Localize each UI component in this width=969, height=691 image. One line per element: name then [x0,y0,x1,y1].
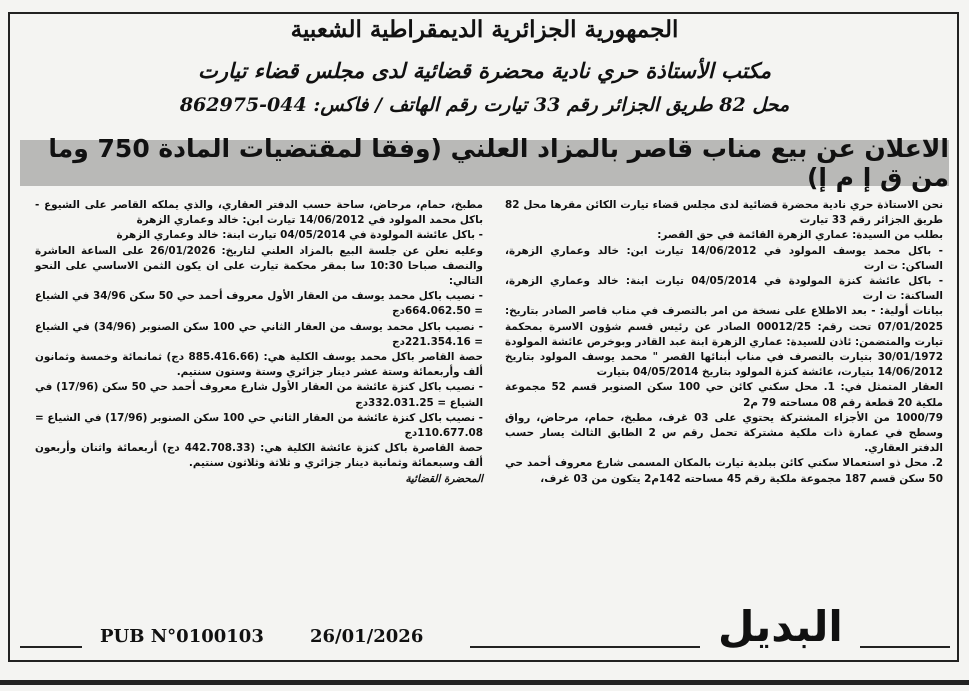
title-band [20,134,949,192]
paragraph: 2. محل ذو استعمالا سكني كائن ببلدية تيارت بالمكان المسمى شارع معروف أحمد حي 50 سكن قسم 187 مجموعة ملكية رقم 45 مساحته 142م2 يتكون من 03 غرف، [505,457,943,485]
pub-date: 26/01/2026 [310,626,424,647]
announcement-title: الاعلان عن بيع مناب قاصر بالمزاد العلني (وفقا لمقتضيات المادة 750 وما من ق إ م إ) [48,134,949,192]
left-column [35,198,483,487]
signature: المحضرة القضائية [405,472,483,485]
paragraph: بطلب من السيدة: عماري الزهرة القائمة في حق القصر: [657,229,943,242]
paragraph: مطبخ، حمام، مرحاض، ساحة حسب الدفتر العقاري، والذي يملكه القاصر على الشيوع - باكل محمد المولود في 14/06/2012 تيارت ابن: خالد وعماري الزهرة [35,199,483,227]
pub-number: PUB N°0100103 [100,626,264,647]
paragraph: - باكل عائشة كنزة المولودة في 04/05/2014 تيارت ابنة: خالد وعماري الزهرة، الساكنة: ت ارت [505,275,944,303]
paragraph: حصة القاصرة باكل كنزة عائشة الكلية هي: (442.708.33 دج) أربعمائة واثنان وأربعون ألف وسبعمائة وثمانية دينار جزائري و ثلاثة وثلاثون سنتيم. [35,442,483,470]
paragraph: بيانات أولية: - بعد الاطلاع على نسخة من امر بالتصرف في مناب قاصر الصادر بتاريخ: 07/01/2025 تحت رقم: 00012/25 الصادر عن رئيس قسم شؤون الاسرة بمحكمة تيارت والمتضمن: ئاذن للسيدة: عماري الزهرة ابنة عبد القادر وبوخرص عائشة المولودة 30/01/1972 بتيارت بالتصرف في مناب أبنائها القصر " محمد يوسف المولود بتاريخ 14/06/2012 بتيارت، عائشة كنزة المولود بتاريخ 04/05/2014 بتيارت [505,305,943,379]
paragraph: - نصيب باكل كنزة عائشة من العقار الثاني حي 100 سكن الصنوبر (17/96) في الشياع = 110.677.08دج [35,411,483,440]
paragraph: 1000/79 من الأجزاء المشتركة يحتوي على 03 غرف، مطبخ، حمام، مرحاض، رواق وسطح في عمارة ذات ملكية مشتركة تحمل رقم س 2 الطابق الثالث يسار حسب الدفتر العقاري. [505,411,943,455]
paragraph: - نصيب باكل كنزة عائشة من العقار الأول شارع معروف أحمد حي 50 سكن (17/96) في الشياع = 332.031.25دج [35,381,483,409]
newspaper-brand: البديل [718,602,843,651]
paragraph: حصة القاصر باكل محمد يوسف الكلية هي: (885.416.66 دج) ثمانمائة وخمسة وثمانون ألف وأربعمائة وستة عشر دينار جزائري وستة وستون سنتيم. [35,351,483,379]
header-office: مكتب الأستاذة حري نادية محضرة قضائية لدى مجلس قضاء تيارت [198,58,771,83]
footer-rule [470,646,700,648]
paragraph: العقار المتمثل في: 1. محل سكني كائن حي 100 سكن الصنوبر قسم 52 مجموعة ملكية 20 قطعة رقم 08 مساحته 79 م2 [505,381,944,409]
footer-rule [860,646,950,648]
paragraph: - نصيب باكل محمد يوسف من العقار الثاني حي 100 سكن الصنوبر (34/96) في الشياع = 221.354.16دج [35,320,483,348]
paragraph: وعليه نعلن عن جلسة البيع بالمزاد العلني لتاريخ: 26/01/2026 على الساعة العاشرة والنصف صباحا 10:30 سا بمقر محكمة تيارت على ان يكون الثمن الاساسي على النحو التالي: [35,244,483,288]
paragraph: - نصيب باكل محمد يوسف من العقار الأول معروف أحمد حي 50 سكن 34/96 في الشياع = 664.062.50دج [35,290,483,318]
right-column [505,198,943,487]
footer-rule [20,646,82,648]
paragraph: نحن الاستاذة حري نادية محضرة قضائية لدى مجلس قضاء تيارت الكائن مقرها محل 82 طريق الجزائر رقم 33 تيارت [505,199,943,227]
header-republic: الجمهورية الجزائرية الديمقراطية الشعبية [290,16,679,43]
bottom-rule [0,680,969,685]
header-address: محل 82 طريق الجزائر رقم 33 تيارت رقم الهاتف / فاكس: 044-862975 [179,94,790,116]
paragraph: - باكل عائشة المولودة في 04/05/2014 تيارت ابنة: خالد وعماري الزهرة [116,229,483,242]
paragraph: - باكل محمد يوسف المولود في 14/06/2012 تيارت ابن: خالد وعماري الزهرة، الساكن: ت ارت [505,244,943,272]
